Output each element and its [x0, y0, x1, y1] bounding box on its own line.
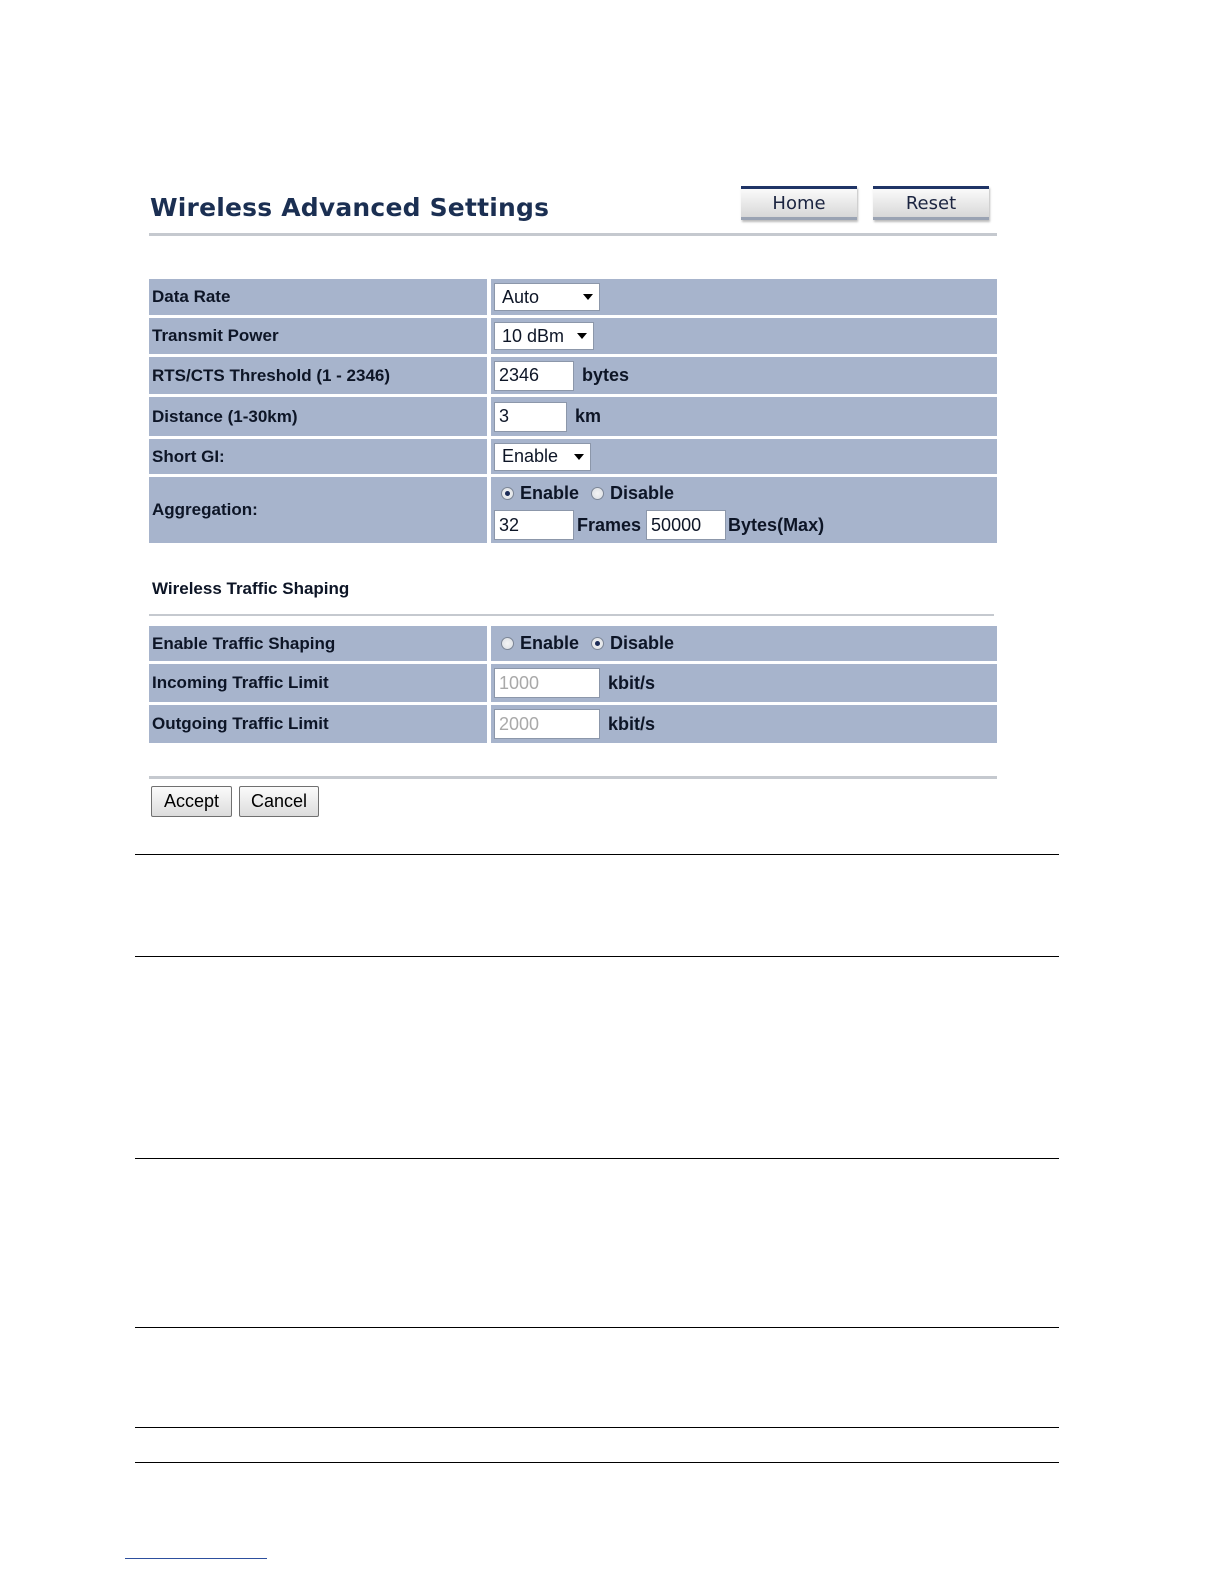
short-gi-value: Enable [502, 446, 559, 466]
aggregation-disable-label: Disable [610, 482, 675, 503]
traffic-shaping-table [149, 626, 997, 743]
distance-label: Distance (1-30km) [149, 394, 491, 436]
distance-row [149, 394, 997, 436]
incoming-traffic-row [149, 661, 997, 702]
data-rate-value: Auto [502, 286, 540, 307]
section-divider [149, 614, 994, 616]
document-table-line [135, 956, 1059, 957]
document-table-line [135, 1427, 1059, 1428]
data-rate-row [149, 279, 997, 315]
document-table-line [135, 1327, 1059, 1328]
aggregation-label: Aggregation: [149, 474, 491, 543]
outgoing-traffic-unit: kbit/s [608, 713, 656, 734]
transmit-power-select[interactable] [494, 322, 594, 350]
bytes-unit: Bytes(Max) [728, 514, 825, 535]
outgoing-traffic-input[interactable]: 2000 [494, 709, 600, 739]
traffic-enable-radio[interactable] [501, 637, 514, 650]
short-gi-label: Short GI: [149, 436, 491, 474]
reset-button[interactable]: Reset [873, 186, 989, 220]
aggregation-enable-label: Enable [520, 482, 580, 503]
title-divider [149, 233, 997, 236]
traffic-enable-label: Enable [520, 633, 580, 653]
outgoing-traffic-label: Outgoing Traffic Limit [149, 702, 491, 743]
incoming-traffic-label: Incoming Traffic Limit [149, 661, 491, 702]
short-gi-row [149, 436, 997, 474]
document-table-line [135, 854, 1059, 855]
short-gi-select[interactable] [494, 443, 591, 471]
chevron-down-icon [577, 333, 587, 339]
transmit-power-label: Transmit Power [149, 315, 491, 354]
chevron-down-icon [583, 294, 593, 300]
transmit-power-value: 10 dBm [502, 325, 565, 346]
bytes-input[interactable]: 50000 [646, 510, 726, 540]
traffic-disable-label: Disable [610, 633, 675, 653]
outgoing-traffic-row [149, 702, 997, 743]
frames-input[interactable]: 32 [494, 510, 574, 540]
incoming-traffic-unit: kbit/s [608, 672, 656, 693]
document-table-line [135, 1462, 1059, 1463]
accept-button[interactable]: Accept [151, 786, 232, 817]
rts-input[interactable]: 2346 [494, 361, 574, 391]
data-rate-label: Data Rate [149, 279, 491, 315]
document-table-line [135, 1158, 1059, 1159]
advanced-settings-table [149, 279, 997, 543]
traffic-disable-radio[interactable] [591, 637, 604, 650]
aggregation-row [149, 474, 997, 543]
aggregation-disable-radio[interactable] [591, 487, 604, 500]
data-rate-select[interactable] [494, 283, 600, 311]
rts-row [149, 354, 997, 394]
cancel-button[interactable]: Cancel [239, 786, 319, 817]
enable-traffic-row [149, 626, 997, 661]
frames-unit: Frames [577, 514, 642, 535]
chevron-down-icon [574, 454, 584, 460]
distance-input[interactable]: 3 [494, 402, 567, 432]
traffic-shaping-heading: Wireless Traffic Shaping [152, 579, 350, 598]
rts-label: RTS/CTS Threshold (1 - 2346) [149, 354, 491, 394]
footnote-divider [125, 1558, 267, 1559]
enable-traffic-label: Enable Traffic Shaping [149, 626, 491, 661]
home-button[interactable]: Home [741, 186, 857, 220]
rts-unit: bytes [582, 365, 630, 385]
distance-unit: km [575, 406, 602, 426]
aggregation-enable-radio[interactable] [501, 487, 514, 500]
transmit-power-row [149, 315, 997, 354]
page-title: Wireless Advanced Settings [150, 193, 550, 222]
incoming-traffic-input[interactable]: 1000 [494, 668, 600, 698]
actions-divider [149, 776, 997, 779]
